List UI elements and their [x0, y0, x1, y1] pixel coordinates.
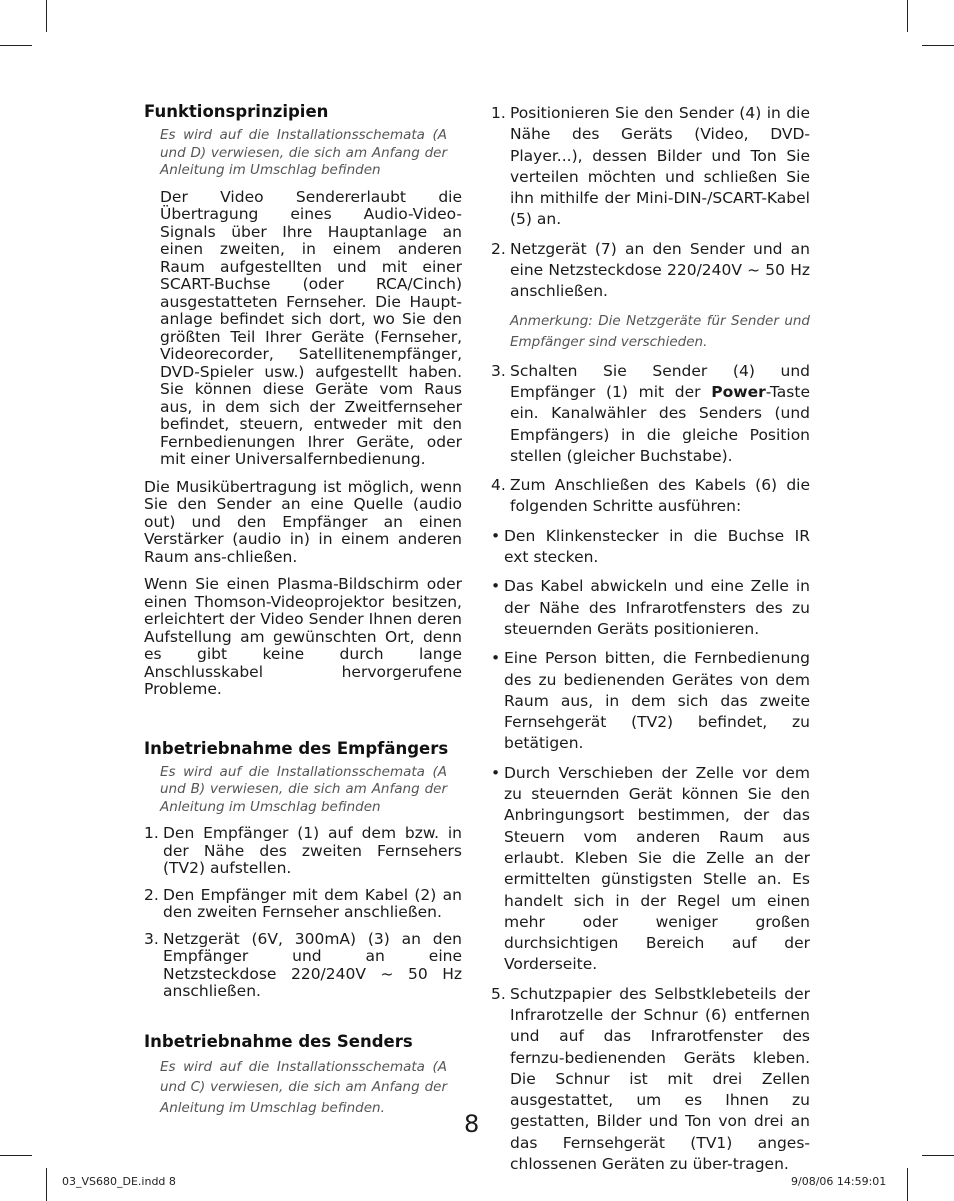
bullet-icon: • [491, 649, 501, 668]
power-supply-note: Anmerkung: Die Netzgeräte für Sender und Empfänger sind verschieden. [510, 312, 810, 350]
step-text: Netzgerät (7) an den Sender und an eine Netzsteckdose 220/240V ~ 50 Hz anschließen. [510, 239, 810, 301]
crop-mark [46, 1168, 47, 1201]
crop-mark [922, 45, 954, 46]
bullet-item [491, 648, 810, 754]
heading-empfaenger: Inbetriebnahme des Empfängers [144, 738, 449, 758]
step-text-part: Schalten Sie Sender (4) und Empfänger (1) mit der [510, 361, 810, 401]
step-text: Schutzpapier des Selbstklebeteils der Infrarotzelle der Schnur (6) entfernen und auf das Infrarotfenster des fernzu-bedienenden Geräts kleben. Die Schnur ist mit drei Zellen ausgestattet, um es Ihnen zu gestatten, Bilder und Ton von drei an das Fernsehgerät (TV1) anges-chlossenen Geräten zu über-tragen. [510, 984, 810, 1174]
intro-paragraph: Der Video Sendererlaubt die Übertragung eines Audio-Video-Signals über Ihre Hauptanlage an einen zweiten, in einem anderen Raum aufgestellten und mit einer SCART-Buchse (oder RCA/Cinch) ausgestatteten Fernseher. Die Haupt-anlage befindet sich dort, wo Sie den größten Teil Ihrer Geräte (Fernseher, Videorecorder, Satellitenempfänger, DVD-Spieler usw.) aufgestellt haben. Sie können diese Geräte vom Raus aus, in dem sich der Zweitfernseher befindet, steuern, entweder mit den Fernbedienungen Ihrer Geräte, oder mit einer Universalfernbedienung. [160, 187, 462, 468]
bullet-icon: • [491, 526, 501, 545]
crop-mark [46, 0, 47, 32]
heading-sender: Inbetriebnahme des Senders [144, 1031, 413, 1051]
bullet-item [491, 526, 810, 569]
heading-funktionsprinzipien: Funktionsprinzipien [144, 102, 329, 121]
step-text: Positionieren Sie den Sender (4) in die Nähe des Geräts (Video, DVD-Player...), dessen Bilder und Ton Sie verteilen möchten und schließen Sie ihn mithilfe der Mini-DIN-/SCART-Kabel (5) an. [510, 104, 810, 229]
bullet-text: Das Kabel abwickeln und eine Zelle in der Nähe des Infrarotfensters des zu steuernden Geräts positionieren. [504, 577, 810, 638]
step-number: 2. [144, 885, 159, 904]
list-item [491, 103, 810, 231]
step-text-part: -Taste ein. Kanalwähler des Senders (und Empfängers) in die gleiche Position stellen (gleicher Buchstabe). [510, 382, 810, 465]
list-item [144, 887, 462, 922]
crop-mark [922, 1155, 954, 1156]
bullet-text: Den Klinkenstecker in die Buchse IR ext stecken. [504, 526, 810, 567]
list-item [491, 361, 810, 467]
step-text: Netzgerät (6V, 300mA) (3) an den Empfänger und an eine Netzsteckdose 220/240V ~ 50 Hz anschließen. [163, 929, 462, 1000]
installation-note: Es wird auf die Installationsschemata (A und B) verwiesen, die sich am Anfang der Anleitung im Umschlag befinden [160, 763, 447, 815]
crop-mark [907, 1168, 908, 1201]
step-text: Den Empfänger mit dem Kabel (2) an den zweiten Fernseher anschließen. [163, 885, 462, 921]
right-column [491, 103, 810, 1175]
plasma-paragraph: Wenn Sie einen Plasma-Bildschirm oder einen Thomson-Videoprojektor besitzen, erleichtert der Video Sender Ihnen deren Aufstellung am gewünschten Ort, denn es gibt keine durch lange Anschlusskabel hervorgerufene Probleme. [144, 575, 462, 698]
step-text [510, 361, 810, 467]
crop-mark [0, 1155, 32, 1156]
list-item [491, 475, 810, 518]
installation-note: Es wird auf die Installationsschemata (A und D) verwiesen, die sich am Anfang der Anleitung im Umschlag befinden [160, 127, 447, 178]
footer-timestamp: 9/08/06 14:59:01 [791, 1175, 887, 1188]
left-column [144, 103, 462, 1118]
step-number: 3. [491, 361, 506, 380]
step-text: Zum Anschließen des Kabels (6) die folgenden Schritte ausführen: [510, 476, 810, 516]
list-item [491, 239, 810, 303]
bullet-item [491, 763, 810, 976]
list-item [144, 931, 462, 1001]
crop-mark [0, 45, 32, 46]
step-text: Den Empfänger (1) auf dem bzw. in der Nähe des zweiten Fernsehers (TV2) aufstellen. [163, 824, 462, 877]
step-number: 1. [491, 104, 506, 122]
crop-mark [907, 0, 908, 32]
bullet-icon: • [491, 763, 501, 782]
bullet-item [491, 576, 810, 640]
music-paragraph: Die Musikübertragung ist möglich, wenn Sie den Sender an eine Quelle (audio out) und den Empfänger an einen Verstärker (audio in) in einem anderen Raum ans-chließen. [144, 477, 462, 566]
step-number: 2. [491, 239, 506, 258]
bullet-text: Eine Person bitten, die Fernbedienung des zu bedienenden Gerätes von dem Raum aus, in dem sich das zweite Fernsehgerät (TV2) befindet, zu betätigen. [504, 649, 810, 753]
page-number: 8 [464, 1110, 480, 1138]
installation-note: Es wird auf die Installationsschemata (A und C) verwiesen, die sich am Anfang der Anleitung im Umschlag befinden. [160, 1058, 447, 1116]
footer-filename: 03_VS680_DE.indd 8 [62, 1175, 176, 1188]
step-number: 1. [144, 824, 159, 842]
power-key-label: Power [711, 382, 766, 401]
step-number: 3. [144, 929, 159, 948]
step-number: 5. [491, 984, 506, 1003]
bullet-icon: • [491, 577, 501, 596]
list-item [144, 825, 462, 878]
step-number: 4. [491, 476, 506, 495]
list-item [491, 984, 810, 1176]
bullet-text: Durch Verschieben der Zelle vor dem zu steuernden Gerät können Sie den Anbringungsort bestimmen, der das Steuern vom anderen Raum aus erlaubt. Kleben Sie die Zelle an der ermittelten günstigsten Stelle an. Es handelt sich in der Regel um einen mehr oder weniger großen durchsichtigen Bereich auf der Vorderseite. [504, 763, 810, 974]
